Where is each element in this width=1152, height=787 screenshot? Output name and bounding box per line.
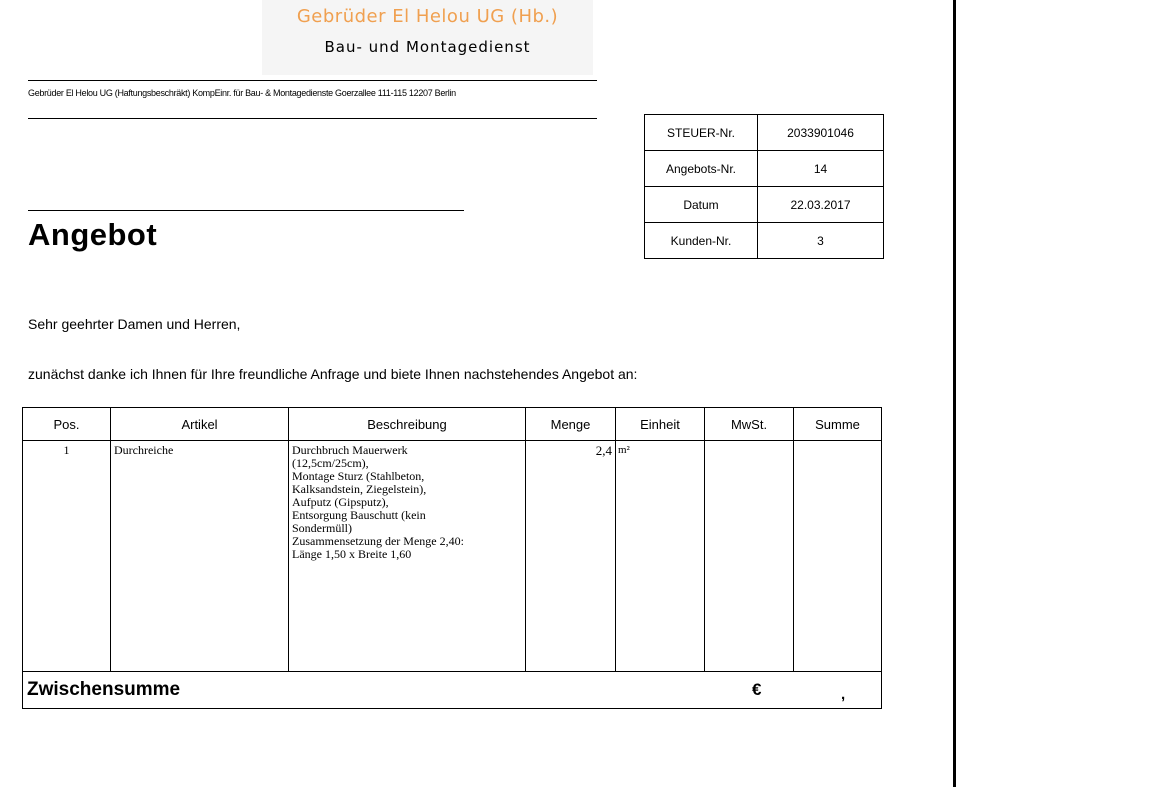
- description-line: Zusammensetzung der Menge 2,40:: [292, 534, 464, 548]
- divider-top: [28, 80, 597, 81]
- description-line: Aufputz (Gipsputz),: [292, 495, 389, 509]
- column-header-pos: Pos.: [23, 408, 111, 441]
- meta-label: Angebots-Nr.: [645, 151, 758, 187]
- meta-value: 22.03.2017: [758, 187, 884, 223]
- table-row: [23, 441, 882, 672]
- cell-pos: 1: [23, 441, 111, 672]
- document-title: Angebot: [28, 217, 158, 252]
- column-header-menge: Menge: [526, 408, 616, 441]
- meta-value: 2033901046: [758, 115, 884, 151]
- meta-value: 14: [758, 151, 884, 187]
- page-edge-border: [953, 0, 956, 787]
- description-line: Durchbruch Mauerwerk: [292, 443, 408, 457]
- description-line: Länge 1,50 x Breite 1,60: [292, 547, 412, 561]
- sender-address-line: Gebrüder El Helou UG (Haftungsbeschräkt) KompEinr. für Bau- & Montagedienste Goerzallee 111-115 12207 Berlin: [28, 88, 456, 98]
- cell-summe: [794, 441, 882, 672]
- cell-beschreibung: [289, 441, 526, 672]
- meta-label: Kunden-Nr.: [645, 223, 758, 259]
- description-line: (12,5cm/25cm),: [292, 456, 369, 470]
- subtotal-label: Zwischensumme: [27, 679, 181, 700]
- meta-row: [645, 151, 884, 187]
- column-header-summe: Summe: [794, 408, 882, 441]
- divider-sender: [28, 118, 597, 119]
- meta-row: [645, 115, 884, 151]
- cell-artikel: Durchreiche: [111, 441, 289, 672]
- meta-label: STEUER-Nr.: [645, 115, 758, 151]
- company-subtitle: Bau- und Montagedienst: [324, 38, 531, 56]
- meta-row: [645, 223, 884, 259]
- company-name: Gebrüder El Helou UG (Hb.): [296, 6, 559, 27]
- description-line: Montage Sturz (Stahlbeton,: [292, 469, 425, 483]
- cell-menge: 2,4: [526, 441, 616, 672]
- meta-label: Datum: [645, 187, 758, 223]
- intro-text: zunächst danke ich Ihnen für Ihre freundliche Anfrage und biete Ihnen nachstehendes Angebot an:: [28, 366, 638, 382]
- column-header-beschreibung: Beschreibung: [289, 408, 526, 441]
- column-header-mwst: MwSt.: [705, 408, 794, 441]
- column-header-artikel: Artikel: [111, 408, 289, 441]
- subtotal-currency: €: [752, 680, 762, 699]
- items-table: [22, 407, 882, 709]
- description-line: Kalksandstein, Ziegelstein),: [292, 482, 427, 496]
- description-line: Entsorgung Bauschutt (kein: [292, 508, 426, 522]
- table-header-row: [23, 408, 882, 441]
- description-line: Sondermüll): [292, 521, 352, 535]
- salutation-text: Sehr geehrter Damen und Herren,: [28, 316, 241, 332]
- meta-value: 3: [758, 223, 884, 259]
- cell-mwst: [705, 441, 794, 672]
- cell-einheit: m²: [616, 441, 705, 672]
- divider-title: [28, 210, 464, 211]
- column-header-einheit: Einheit: [616, 408, 705, 441]
- document-meta-table: [644, 114, 884, 259]
- subtotal-amount: ,: [841, 686, 846, 703]
- meta-row: [645, 187, 884, 223]
